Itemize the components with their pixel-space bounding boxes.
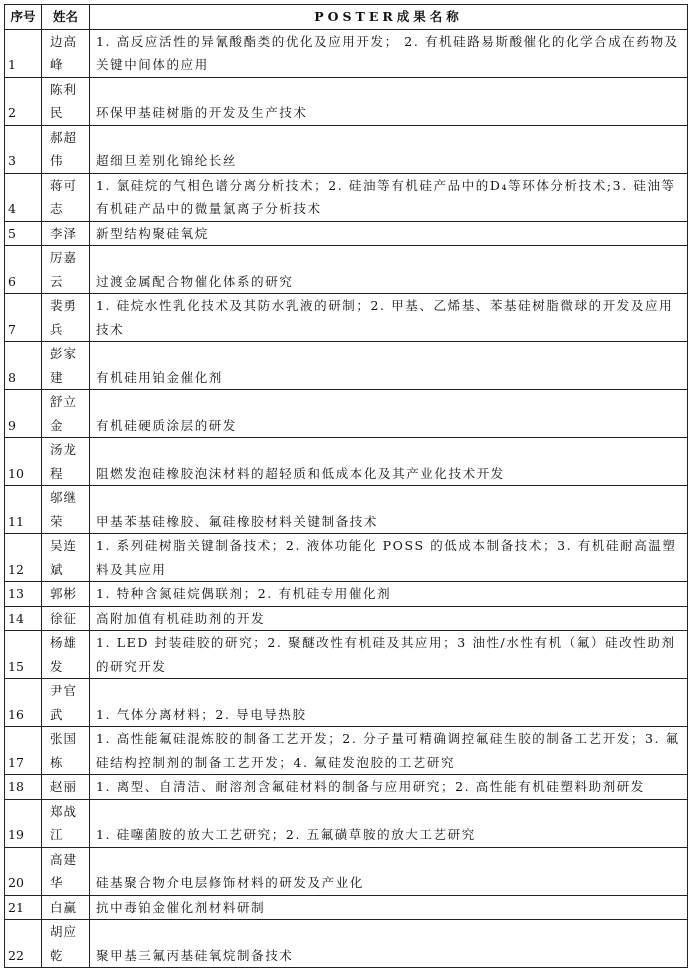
poster-table <box>4 4 688 968</box>
row-title: 1. 系列硅树脂关键制备技术；2. 液体功能化 POSS 的低成本制备技术；3. 有机硅耐高温塑料及其应用 <box>90 534 688 582</box>
row-number: 12 <box>5 534 42 582</box>
table-row <box>5 895 688 920</box>
row-number: 2 <box>5 77 42 125</box>
row-name: 郑战江 <box>42 799 90 847</box>
header-title: POSTER成果名称 <box>90 5 688 30</box>
row-number: 1 <box>5 29 42 77</box>
table-row <box>5 438 688 486</box>
row-name: 张国栋 <box>42 727 90 775</box>
row-name: 厉嘉云 <box>42 246 90 294</box>
row-number: 7 <box>5 294 42 342</box>
row-title: 甲基苯基硅橡胶、氟硅橡胶材料关键制备技术 <box>90 486 688 534</box>
row-number: 13 <box>5 582 42 607</box>
row-name: 高建华 <box>42 847 90 895</box>
row-number: 22 <box>5 920 42 968</box>
row-title: 1. 特种含氮硅烷偶联剂；2. 有机硅专用催化剂 <box>90 582 688 607</box>
row-name: 蒋可志 <box>42 173 90 221</box>
row-title: 抗中毒铂金催化剂材料研制 <box>90 895 688 920</box>
row-title: 过渡金属配合物催化体系的研究 <box>90 246 688 294</box>
row-name: 彭家建 <box>42 342 90 390</box>
table-row <box>5 799 688 847</box>
row-title: 1. 氯硅烷的气相色谱分离分析技术；2. 硅油等有机硅产品中的D₄等环体分析技术;3. 硅油等有机硅产品中的微量氯离子分析技术 <box>90 173 688 221</box>
row-number: 19 <box>5 799 42 847</box>
row-number: 17 <box>5 727 42 775</box>
row-number: 11 <box>5 486 42 534</box>
table-row <box>5 294 688 342</box>
row-name: 吴连斌 <box>42 534 90 582</box>
row-name: 徐征 <box>42 606 90 631</box>
row-title: 1. 气体分离材料；2. 导电导热胶 <box>90 679 688 727</box>
row-name: 李泽 <box>42 221 90 246</box>
row-number: 21 <box>5 895 42 920</box>
row-title: 1. 硅噻菌胺的放大工艺研究；2. 五氟磺草胺的放大工艺研究 <box>90 799 688 847</box>
row-name: 裴勇兵 <box>42 294 90 342</box>
row-number: 10 <box>5 438 42 486</box>
row-name: 白赢 <box>42 895 90 920</box>
row-number: 20 <box>5 847 42 895</box>
table-row <box>5 631 688 679</box>
row-name: 舒立金 <box>42 390 90 438</box>
table-row <box>5 125 688 173</box>
row-title: 新型结构聚硅氧烷 <box>90 221 688 246</box>
table-row <box>5 582 688 607</box>
row-name: 邬继荣 <box>42 486 90 534</box>
row-title: 有机硅硬质涂层的研发 <box>90 390 688 438</box>
row-number: 3 <box>5 125 42 173</box>
table-row <box>5 775 688 800</box>
row-name: 边高峰 <box>42 29 90 77</box>
row-title: 1. 高反应活性的异氰酸酯类的优化及应用开发； 2. 有机硅路易斯酸催化的化学合成在药物及关键中间体的应用 <box>90 29 688 77</box>
table-row <box>5 920 688 968</box>
row-name: 陈利民 <box>42 77 90 125</box>
row-name: 杨雄发 <box>42 631 90 679</box>
table-row <box>5 29 688 77</box>
row-title: 阻燃发泡硅橡胶泡沫材料的超轻质和低成本化及其产业化技术开发 <box>90 438 688 486</box>
table-row <box>5 727 688 775</box>
header-no: 序号 <box>5 5 42 30</box>
row-name: 尹官武 <box>42 679 90 727</box>
table-row <box>5 77 688 125</box>
table-row <box>5 221 688 246</box>
row-number: 9 <box>5 390 42 438</box>
row-number: 5 <box>5 221 42 246</box>
row-title: 超细旦差别化锦纶长丝 <box>90 125 688 173</box>
row-title: 硅基聚合物介电层修饰材料的研发及产业化 <box>90 847 688 895</box>
table-row <box>5 534 688 582</box>
table-header-row <box>5 5 688 30</box>
row-title: 有机硅用铂金催化剂 <box>90 342 688 390</box>
header-name: 姓名 <box>42 5 90 30</box>
row-number: 16 <box>5 679 42 727</box>
row-title: 高附加值有机硅助剂的开发 <box>90 606 688 631</box>
row-number: 15 <box>5 631 42 679</box>
row-name: 汤龙程 <box>42 438 90 486</box>
table-row <box>5 342 688 390</box>
row-title: 1. 高性能氟硅混炼胶的制备工艺开发；2. 分子量可精确调控氟硅生胶的制备工艺开发；3. 氟硅结构控制剂的制备工艺开发；4. 氟硅发泡胶的工艺研究 <box>90 727 688 775</box>
row-name: 胡应乾 <box>42 920 90 968</box>
row-number: 6 <box>5 246 42 294</box>
row-title: 1. 硅烷水性乳化技术及其防水乳液的研制；2. 甲基、乙烯基、苯基硅树脂微球的开发及应用技术 <box>90 294 688 342</box>
table-row <box>5 847 688 895</box>
row-title: 1. LED 封装硅胶的研究；2. 聚醚改性有机硅及其应用；3 油性/水性有机（氟）硅改性助剂的研究开发 <box>90 631 688 679</box>
row-number: 8 <box>5 342 42 390</box>
row-name: 赵丽 <box>42 775 90 800</box>
table-row <box>5 606 688 631</box>
row-title: 1. 离型、自清洁、耐溶剂含氟硅材料的制备与应用研究；2. 高性能有机硅塑料助剂研发 <box>90 775 688 800</box>
row-name: 郝超伟 <box>42 125 90 173</box>
table-row <box>5 390 688 438</box>
table-row <box>5 486 688 534</box>
row-number: 14 <box>5 606 42 631</box>
table-row <box>5 246 688 294</box>
row-number: 18 <box>5 775 42 800</box>
row-title: 环保甲基硅树脂的开发及生产技术 <box>90 77 688 125</box>
row-number: 4 <box>5 173 42 221</box>
row-name: 郭彬 <box>42 582 90 607</box>
row-title: 聚甲基三氟丙基硅氧烷制备技术 <box>90 920 688 968</box>
table-row <box>5 173 688 221</box>
